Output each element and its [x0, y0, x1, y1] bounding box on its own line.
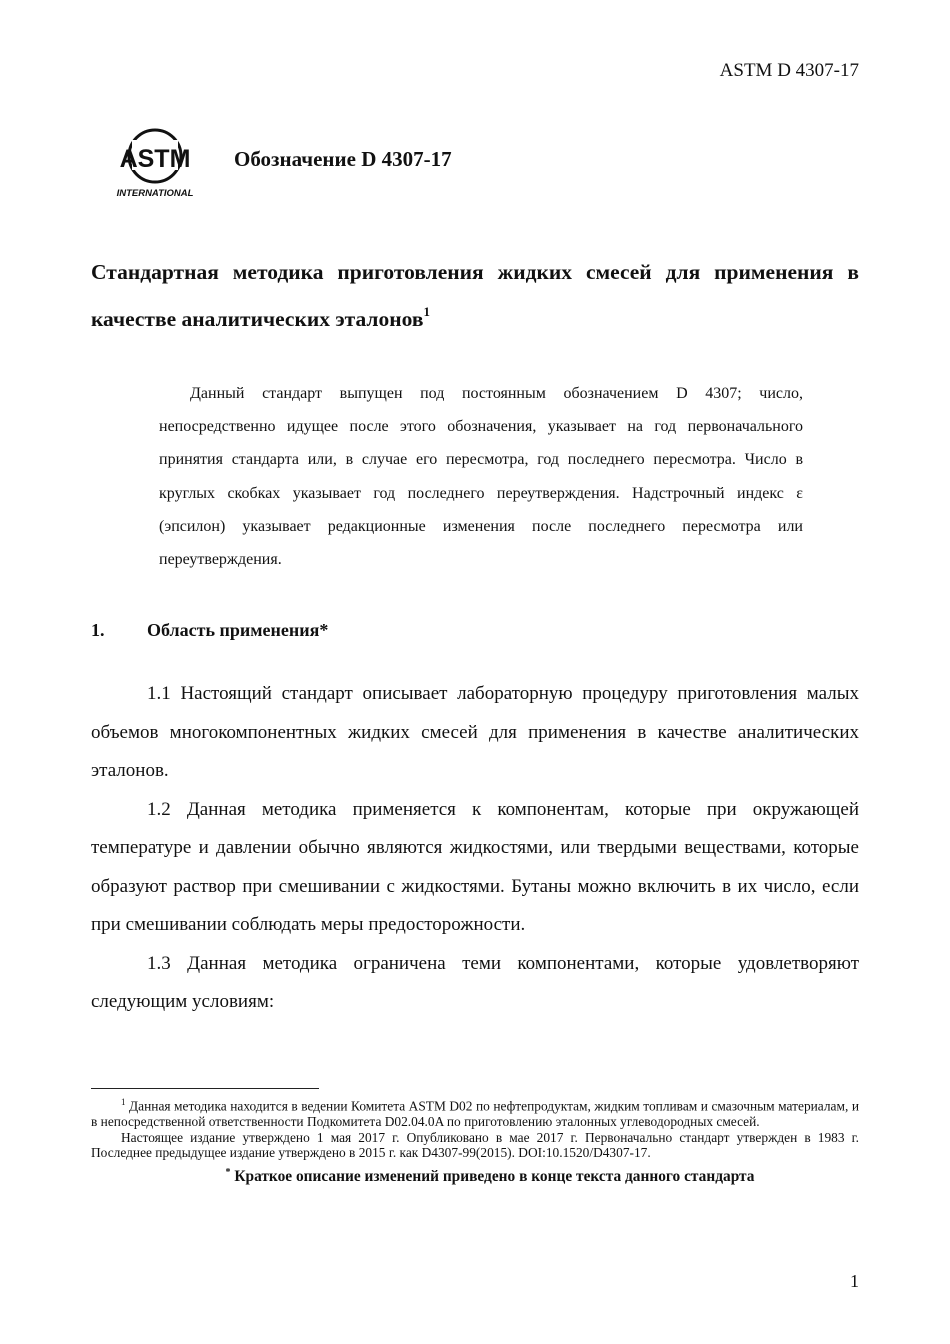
footnote-divider: [91, 1088, 319, 1089]
footnote-star-mark: *: [225, 1166, 231, 1178]
footnote-star-text: Краткое описание изменений приведено в конце текста данного стандарта: [234, 1167, 755, 1185]
paragraph-1-3: 1.3 Данная методика ограничена теми компонентами, которые удовлетворяют следующим условиям:: [91, 952, 859, 1012]
footnote-edition: Настоящее издание утверждено 1 мая 2017 г. Опубликовано в мае 2017 г. Первоначально стандарт утвержден в 1983 г. Последнее предыдущее издание утверждено в 2015 г. как D4307-99(2015). DOI:10.1520/D4307-17.: [91, 1129, 859, 1161]
astm-logo-icon: [112, 128, 198, 200]
designation-heading: Обозначение D 4307-17: [234, 147, 452, 171]
section-number: 1.: [91, 620, 105, 640]
logo-mark-text: ASTM: [119, 145, 191, 173]
paragraph-1-1: 1.1 Настоящий стандарт описывает лабораторную процедуру приготовления малых объемов многокомпонентных жидких смесей для применения в качестве аналитических эталонов.: [91, 683, 859, 781]
section-heading: [91, 620, 328, 641]
astm-logo: [112, 128, 198, 200]
page-number: 1: [850, 1271, 859, 1291]
title-text: Стандартная методика приготовления жидких смесей для применения в качестве аналитических эталонов: [91, 260, 859, 332]
section-title: Область применения*: [147, 620, 329, 640]
logo-caption: INTERNATIONAL: [116, 188, 194, 199]
document-title: [91, 252, 859, 340]
footnote-1: [91, 1095, 859, 1130]
document-code: ASTM D 4307-17: [719, 60, 859, 81]
preamble: Данный стандарт выпущен под постоянным обозначением D 4307; число, непосредственно идущее после этого обозначения, указывает на год первоначального принятия стандарта или, в случае его пересмотра, год последнего пересмотра. Число в круглых скобках указывает год последнего переутверждения. Надстрочный индекс ε (эпсилон) указывает редакционные изменения после последнего пересмотра или переутверждения.: [159, 385, 803, 569]
title-footnote-ref[interactable]: 1: [423, 304, 430, 319]
section-body: [91, 675, 859, 1022]
footnotes: [91, 1095, 859, 1185]
footnote-1-text: Данная методика находится в ведении Комитета ASTM D02 по нефтепродуктам, жидким топливам и смазочным материалам, и в непосредственной ответственности Подкомитета D02.04.0A по приготовлению эталонных углеводородных смесей.: [91, 1098, 859, 1130]
paragraph-1-2: 1.2 Данная методика применяется к компонентам, которые при окружающей температуре и давлении обычно являются жидкостями, или твердыми веществами, которые образуют раствор при смешивании с жидкостями. Бутаны можно включить в их число, если при смешивании соблюдать меры предосторожности.: [91, 798, 859, 935]
footnote-changes: [91, 1165, 859, 1185]
footnote-1-mark: 1: [121, 1097, 126, 1107]
